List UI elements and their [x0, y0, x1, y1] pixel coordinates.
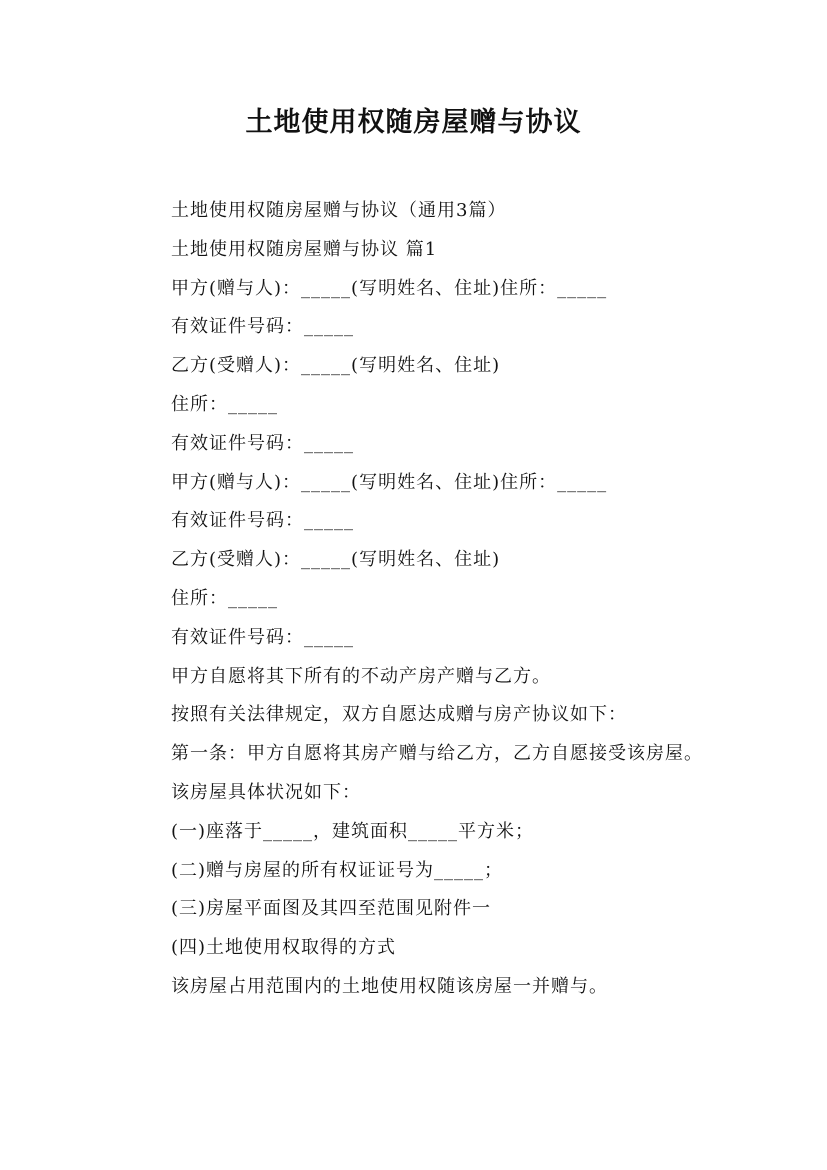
paragraph-party-b-address: 住所：_____: [171, 393, 278, 415]
paragraph-article-one: 第一条：甲方自愿将其房产赠与给乙方，乙方自愿接受该房屋。: [171, 743, 703, 765]
paragraph-party-a-repeat: 甲方(赠与人)：_____(写明姓名、住址)住所：_____: [171, 471, 608, 493]
paragraph-gift-intent: 甲方自愿将其下所有的不动产房产赠与乙方。: [171, 665, 551, 687]
paragraph-party-a-id: 有效证件号码：_____: [171, 316, 354, 338]
paragraph-party-b-repeat: 乙方(受赠人)：_____(写明姓名、住址): [171, 549, 501, 571]
paragraph-party-a: 甲方(赠与人)：_____(写明姓名、住址)住所：_____: [171, 277, 608, 299]
paragraph-party-a-id-repeat: 有效证件号码：_____: [171, 510, 354, 532]
document-body: [125, 192, 710, 1007]
paragraph-party-b-id: 有效证件号码：_____: [171, 432, 354, 454]
paragraph-subtitle: 土地使用权随房屋赠与协议（通用3篇）: [171, 200, 507, 221]
paragraph-party-b-id-repeat: 有效证件号码：_____: [171, 626, 354, 648]
paragraph-property-status: 该房屋具体状况如下：: [171, 781, 361, 803]
paragraph-item-three: (三)房屋平面图及其四至范围见附件一: [171, 898, 492, 920]
paragraph-item-one: (一)座落于_____，建筑面积_____平方米；: [171, 820, 535, 842]
paragraph-item-two: (二)赠与房屋的所有权证证号为_____；: [171, 859, 504, 881]
paragraph-section-heading: 土地使用权随房屋赠与协议 篇1: [171, 238, 438, 260]
paragraph-party-b: 乙方(受赠人)：_____(写明姓名、住址): [171, 355, 501, 377]
document-title: 土地使用权随房屋赠与协议: [245, 107, 582, 138]
paragraph-item-four: (四)土地使用权取得的方式: [171, 937, 397, 959]
paragraph-legal-basis: 按照有关法律规定，双方自愿达成赠与房产协议如下：: [171, 704, 627, 726]
paragraph-land-use-right: 该房屋占用范围内的土地使用权随该房屋一并赠与。: [171, 975, 608, 997]
paragraph-party-b-address-repeat: 住所：_____: [171, 587, 278, 609]
